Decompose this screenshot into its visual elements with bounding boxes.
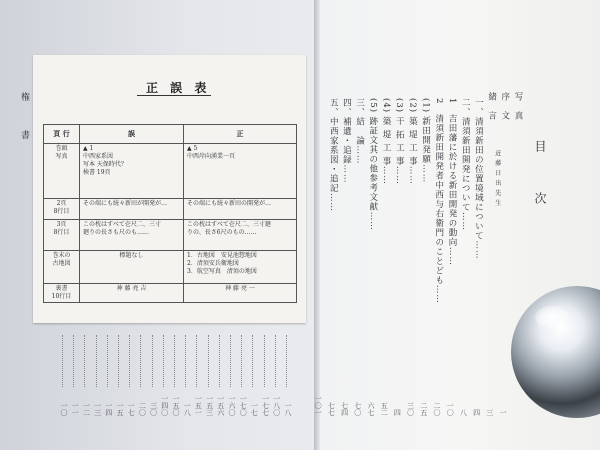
cell-location: 3頁 8行目 [44, 220, 80, 251]
errata-title-underline [137, 95, 211, 96]
toc-item-label: (1) 新田開発願…… [420, 98, 431, 184]
toc-item [512, 92, 524, 121]
leader-dots [219, 335, 221, 387]
toc-item-label: 二、清須新田開発について…… [460, 98, 471, 231]
page-number: 一三 [93, 402, 102, 416]
page-number: 一七 [127, 402, 136, 416]
leader-dots [264, 335, 266, 387]
page-number: 三〇 [406, 402, 415, 416]
leader-dots [185, 335, 187, 387]
cell-location: 裏書 10行目 [44, 284, 80, 303]
leader-dots [163, 335, 165, 387]
cell-correct: ▲ 5 中西岸向湧業一頁 [184, 144, 297, 199]
toc-item-label: 緒 言 [486, 92, 497, 121]
cell-correct: 1．古地図 安見池惣地図 2．清須安兵衛地図 3．航空写真 清須の地図 [184, 251, 297, 284]
cell-correct: 神 藤 亮 一 [184, 284, 297, 303]
page-number: 一四〇 [160, 395, 169, 416]
page-number: 二五 [419, 402, 428, 416]
leader-dots [140, 335, 142, 387]
cell-correct: その端にも続々新田の開発が… [184, 199, 297, 220]
leader-dots [208, 335, 210, 387]
leader-dots [241, 335, 243, 387]
toc-item-label: (2) 築 堤 工 事…… [407, 98, 418, 185]
cell-location: 巻頭 写真 [44, 144, 80, 199]
page-number: 一〇一 [314, 395, 323, 416]
errata-table [43, 124, 297, 303]
toc-item [380, 98, 392, 185]
page-number: 一五 [116, 402, 124, 416]
toc-item-label: (3) 干 拓 工 事…… [394, 98, 405, 185]
toc-item [367, 98, 379, 231]
toc-item [354, 98, 366, 165]
header-correct: 正 [184, 125, 297, 144]
page-number: 一八〇 [272, 395, 281, 416]
cell-wrong: 神 藤 亮 吉 [80, 284, 184, 303]
page-number: 七〇 [353, 402, 362, 416]
page-number: 七四 [340, 402, 349, 416]
toc-item-label: 2 清須新田開発者中西与右衛門のことども…… [433, 98, 444, 304]
toc-item-label: 一、清須新田の位置境域について…… [473, 98, 484, 260]
page-number: 五二 [380, 402, 389, 416]
leader-dots [62, 335, 64, 387]
toc-item [340, 98, 352, 184]
page-number: 一二 [82, 402, 91, 416]
toc-item-note: 近 藤 日 出 先 生 [493, 150, 501, 207]
glass-ball-highlight [535, 306, 569, 328]
leader-dots [129, 335, 131, 387]
toc-item [499, 92, 511, 121]
left-side-label-top: 権 [19, 92, 29, 102]
page-number: 一 [499, 409, 507, 416]
book-gutter [314, 0, 320, 450]
page-number: 八 [459, 409, 468, 416]
toc-item-label: 写 真 [513, 92, 523, 121]
page-number: 一一 [71, 402, 80, 416]
leader-dots [174, 335, 176, 387]
toc-item [459, 98, 471, 231]
leader-dots [196, 335, 198, 387]
page-number: 一〇 [60, 402, 68, 416]
page-number: 四 [472, 409, 481, 416]
leader-dots [286, 335, 288, 387]
toc-item [433, 98, 445, 304]
page-number: 一〇 [446, 402, 455, 416]
cell-location: 巻末の 古地図 [44, 251, 80, 284]
leader-dots [152, 335, 154, 387]
page-number: 一六〇 [228, 395, 236, 416]
page-number: 一八 [183, 402, 192, 416]
cell-wrong: 標題なし [80, 251, 184, 284]
leader-dots [96, 335, 98, 387]
page-number: 一七 [250, 402, 259, 416]
page-number: 四 [393, 409, 402, 416]
leader-dots [252, 335, 254, 387]
toc-item-label: 序 文 [499, 92, 510, 121]
leader-dots [84, 335, 86, 387]
table-row [44, 251, 297, 284]
toc-item-label: 五、中西家系図・追記…… [328, 98, 339, 212]
header-wrong: 誤 [80, 125, 184, 144]
page-number: 六七 [367, 402, 375, 416]
toc-item-label: 1 吉田藩に於ける新田開発の動向…… [447, 98, 457, 266]
toc-item-label: 四、補遺・追録…… [341, 98, 352, 184]
header-location: 頁 行 [44, 125, 80, 144]
errata-header-row [44, 125, 297, 144]
page-number: 一七〇 [239, 395, 248, 416]
page-number: 一五一 [194, 395, 203, 416]
page-number: 一四 [104, 402, 113, 416]
page-number: 三 [485, 409, 494, 416]
leader-dots [118, 335, 120, 387]
page-number: 二〇 [433, 402, 441, 416]
toc-item [472, 98, 484, 260]
page-number: 一五〇 [172, 395, 180, 416]
cell-wrong: その端にも続々新田が開発が… [80, 199, 184, 220]
cell-correct: この枕はすべて壱尺二、三寸廻 りの、長さ6尺のもの…… [184, 220, 297, 251]
toc-item [420, 98, 432, 183]
leader-dots [107, 335, 109, 387]
toc-item [393, 98, 405, 185]
page-number: 一八 [284, 402, 292, 416]
toc-item [446, 98, 458, 266]
toc-item-label: (5) 跡証文其の他参考文献…… [367, 98, 378, 231]
errata-slip [33, 55, 306, 323]
table-row [44, 199, 297, 220]
toc-item-label: (4) 築 堤 工 事…… [381, 98, 391, 185]
cell-wrong: ▲ 1 中西家系図 写本 天保時代？ 検書 19頁 [80, 144, 184, 199]
toc-title: 目 次 [533, 140, 547, 222]
toc-item [327, 98, 339, 212]
table-row [44, 284, 297, 303]
page-number: 二〇 [138, 402, 147, 416]
page-number: 一七七 [261, 395, 270, 416]
page-number: 一五六 [216, 395, 225, 416]
cell-wrong: この枕はすべて壱尺二、三寸 廻りの長さも尺のも…… [80, 220, 184, 251]
leader-dots [275, 335, 277, 387]
toc-item-label: 三、結 論…… [354, 98, 365, 165]
leader-dots [73, 335, 75, 387]
page-number: 一五三 [205, 395, 214, 416]
table-row [44, 144, 297, 199]
leader-dots [230, 335, 232, 387]
page-number: 七七 [327, 402, 336, 416]
toc-item [486, 92, 498, 121]
toc-item [406, 98, 418, 185]
page-number: 三〇 [149, 402, 158, 416]
left-side-label-bottom: 書 [19, 130, 29, 140]
errata-title: 正 誤 表 [146, 81, 211, 95]
cell-location: 2頁 8行目 [44, 199, 80, 220]
table-row [44, 220, 297, 251]
